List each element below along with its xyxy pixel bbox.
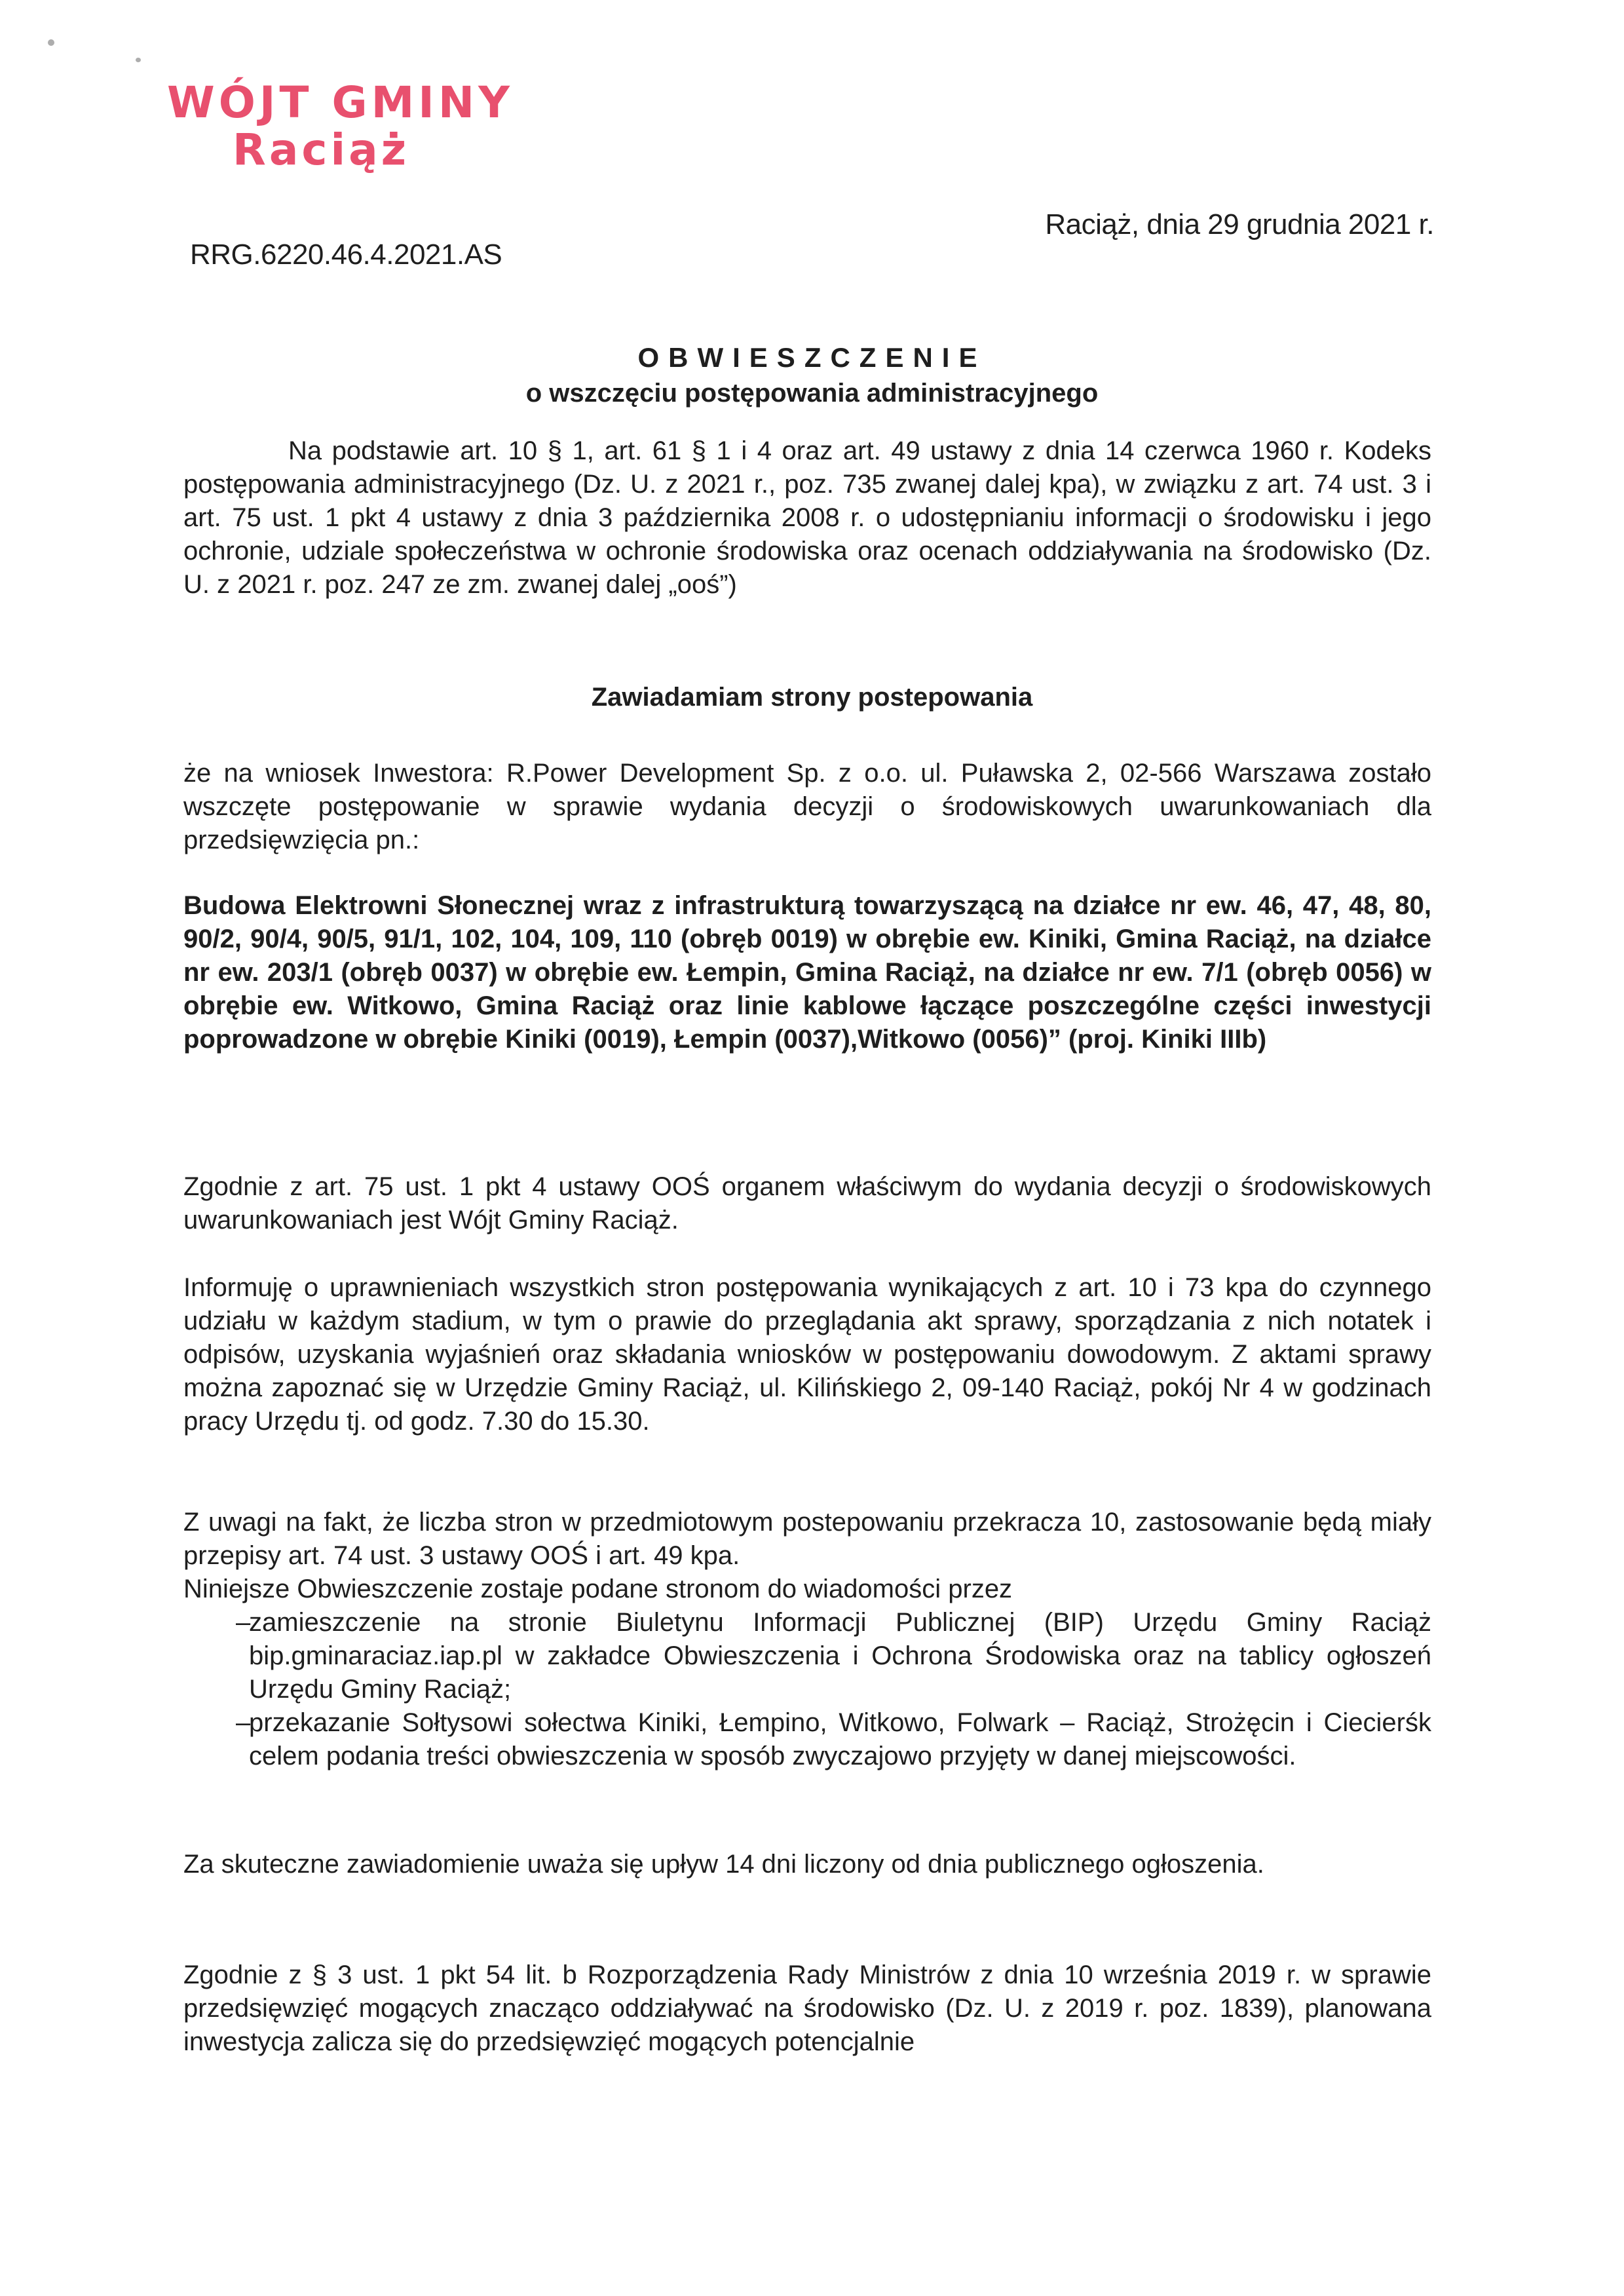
effective-notice-paragraph: Za skuteczne zawiadomienie uważa się upływ 14 dni liczony od dnia publicznego ogłoszenia. [183,1850,1264,1879]
document-date: Raciąż, dnia 29 grudnia 2021 r. [1045,208,1434,240]
document-title: OBWIESZCZENIE [637,342,987,373]
legal-basis-section [183,434,1431,602]
project-section [183,889,1431,1056]
office-stamp-place: Raciąż [233,124,410,175]
publication-methods-list [183,1606,1431,1773]
project-description: Budowa Elektrowni Słonecznej wraz z infrastrukturą towarzyszącą na działce nr ew. 46, 47, 48, 80, 90/2, 90/4, 90/5, 91/1, 102, 104, 109, 110 (obręb 0019) w obrębie ew. Kiniki, Gmina Raciąż, na działce nr ew. 203/1 (obręb 0037) w obrębie ew. Łempin, Gmina Raciąż, na działce nr ew. 7/1 (obręb 0056) w obrębie ew. Witkowo, Gmina Raciąż oraz linie kablowe łączące poszczególne części inwestycji poprowadzone w obrębie Kiniki (0019), Łempin (0037),Witkowo (0056)” (proj. Kiniki IIIb) [183,891,1431,1054]
applicant-section [183,757,1431,857]
effective-notice-section [183,1848,1431,1881]
publication-intro: Niniejsze Obwieszczenie zostaje podane stronom do wiadomości przez [183,1575,1013,1603]
list-item-text: przekazanie Sołtysowi sołectwa Kiniki, Łempino, Witkowo, Folwark – Raciąż, Strożęcin i Ciecierśk celem podania treści obwieszczenia w sposób zwyczajowo przyjęty w danej miejscowości. [249,1708,1431,1770]
rights-paragraph: Informuję o uprawnieniach wszystkich stron postępowania wynikających z art. 10 i 73 kpa do czynnego udziału w każdym stadium, w tym o prawie do przeglądania akt sprawy, sporządzania z nich notatek i odpisów, uzyskania wyjaśnień oraz składania wniosków w postępowaniu dowodowym. Z aktami sprawy można zapoznać się w Urzędzie Gminy Raciąż, ul. Kilińskiego 2, 09-140 Raciąż, pokój Nr 4 w godzinach pracy Urzędu tj. od godz. 7.30 do 15.30. [183,1273,1431,1436]
dash-bullet-icon: – [236,1708,251,1737]
regulation-paragraph: Zgodnie z § 3 ust. 1 pkt 54 lit. b Rozporządzenia Rady Ministrów z dnia 10 września 2019 r. w sprawie przedsięwzięć mogących znacząco oddziaływać na środowisko (Dz. U. z 2019 r. poz. 1839), planowana inwestycja zalicza się do przedsięwzięć mogących potencjalnie [183,1961,1431,2056]
list-item [183,1606,1431,1706]
scan-speck [136,58,141,62]
regulation-section [183,1959,1431,2059]
legal-basis-paragraph: Na podstawie art. 10 § 1, art. 61 § 1 i 4 oraz art. 49 ustawy z dnia 14 czerwca 1960 r. Kodeks postępowania administracyjnego (Dz. U. z 2021 r., poz. 735 zwanej dalej kpa), w związku z art. 74 ust. 3 i art. 75 ust. 1 pkt 4 ustawy z dnia 3 października 2008 r. o udostępnianiu informacji o środowisku i jego ochronie, udziale społeczeństwa w ochronie środowiska oraz ocenach oddziaływania na środowisko (Dz. U. z 2021 r. poz. 247 ze zm. zwanej dalej „ooś”) [183,436,1431,599]
publication-section [183,1506,1431,1773]
authority-section [183,1170,1431,1237]
dash-bullet-icon: – [236,1608,251,1637]
parties-count-paragraph: Z uwagi na fakt, że liczba stron w przedmiotowym postepowaniu przekracza 10, zastosowanie będą miały przepisy art. 74 ust. 3 ustawy OOŚ i art. 49 kpa. [183,1508,1431,1570]
applicant-paragraph: że na wniosek Inwestora: R.Power Development Sp. z o.o. ul. Puławska 2, 02-566 Warszawa zostało wszczęte postępowanie w sprawie wydania decyzji o środowiskowych uwarunkowaniach dla przedsięwzięcia pn.: [183,759,1431,854]
rights-section [183,1271,1431,1438]
reference-number: RRG.6220.46.4.2021.AS [190,239,502,271]
document-subtitle: o wszczęciu postępowania administracyjnego [525,379,1099,408]
authority-paragraph: Zgodnie z art. 75 ust. 1 pkt 4 ustawy OOŚ organem właściwym do wydania decyzji o środowiskowych uwarunkowaniach jest Wójt Gminy Raciąż. [183,1172,1431,1234]
list-item [183,1706,1431,1773]
notice-heading: Zawiadamiam strony postepowania [591,683,1033,712]
list-item-text: zamieszczenie na stronie Biuletynu Informacji Publicznej (BIP) Urzędu Gminy Raciąż bip.gminaraciaz.iap.pl w zakładce Obwieszczenia i Ochrona Środowiska oraz na tablicy ogłoszeń Urzędu Gminy Raciąż; [249,1608,1431,1704]
office-stamp-title: WÓJT GMINY [167,77,514,128]
scan-speck [48,39,54,46]
